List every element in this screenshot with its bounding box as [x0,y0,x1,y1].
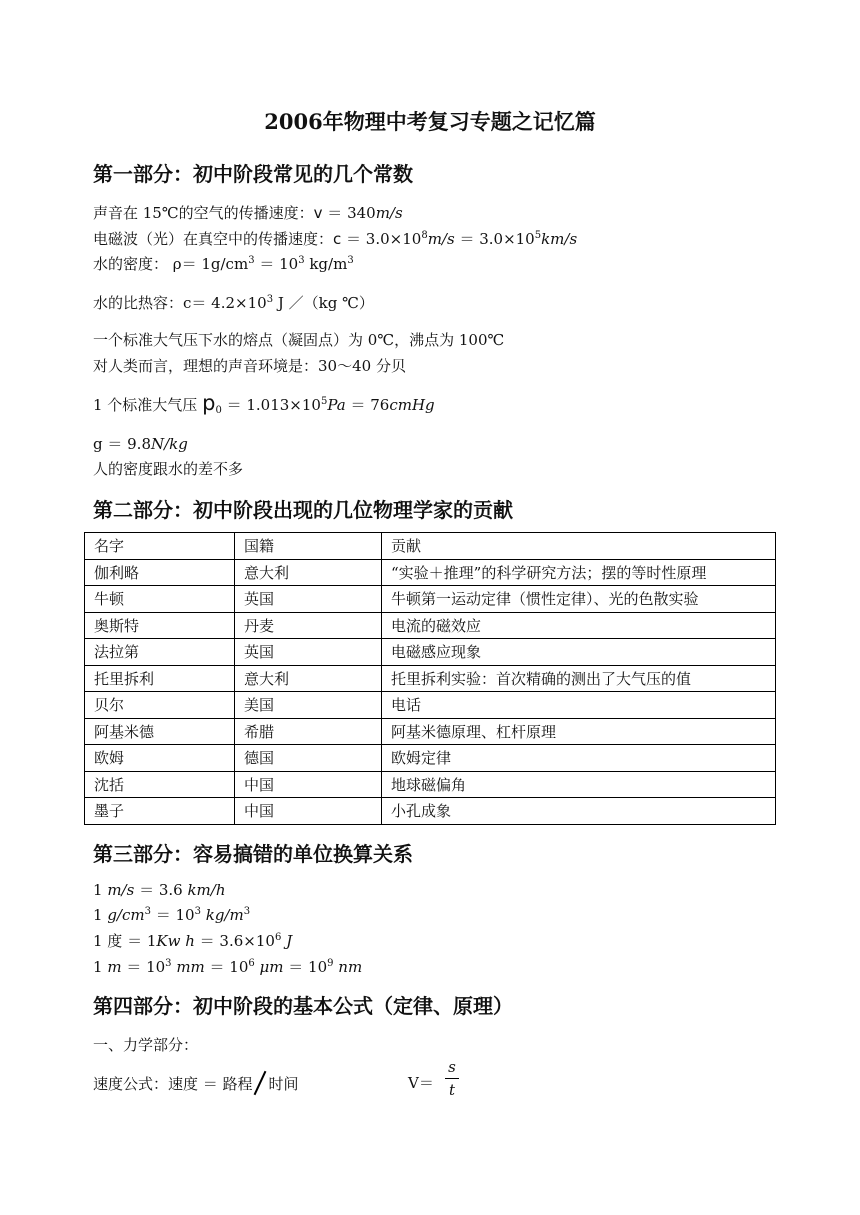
human-density-line: 人的密度跟水的差不多 [93,460,244,478]
melting-point-line: 一个标准大气压下水的熔点（凝固点）为 0℃，沸点为 100℃ [93,331,505,349]
physicist-table [84,532,776,825]
document-title: 2006年物理中考复习专题之记忆篇 [264,109,596,134]
physicist-name: 贝尔 [85,692,235,719]
physicist-nationality: 意大利 [235,559,382,586]
physicist-nationality: 英国 [235,639,382,666]
light-speed-line: 电磁波（光）在真空中的传播速度：$c = 3.0\times 10^8m/s = 3.0\times 10^5km/s$ [93,230,578,248]
header-contribution: 贡献 [382,533,776,560]
unit-conversion-energy: 1 度 ＝ 1Kw $h = 3.6\times 10^6$ J [93,932,293,950]
fraction-denominator: t [448,1081,456,1099]
physicist-name: 伽利略 [85,559,235,586]
table-row [85,745,776,772]
physicist-contribution: 托里拆利实验：首次精确的测出了大气压的值 [382,665,776,692]
part3-heading: 第三部分：容易搞错的单位换算关系 [93,842,413,866]
table-row [85,692,776,719]
table-row [85,771,776,798]
part4-heading: 第四部分：初中阶段的基本公式（定律、原理） [93,994,513,1018]
unit-conversion-length: 1 $m = 10^3$ mm ＝ $10^6$ $\mu m = 10^9$ nm [93,958,363,976]
physicist-contribution: 电磁感应现象 [382,639,776,666]
physicist-contribution: 欧姆定律 [382,745,776,772]
table-row [85,639,776,666]
table-row [85,586,776,613]
part2-heading: 第二部分：初中阶段出现的几位物理学家的贡献 [93,498,513,522]
atmospheric-pressure-line: 1 个标准大气压 $p_0 = 1.013\times 10^5Pa$ ＝ 76cmHg [93,391,435,416]
physicist-name: 托里拆利 [85,665,235,692]
speed-formula-line: 速度公式：速度 ＝ 路程 时间 [93,1070,299,1096]
table-row [85,798,776,825]
physicist-contribution: 小孔成象 [382,798,776,825]
table-row [85,718,776,745]
mechanics-subheading: 一、力学部分： [93,1036,199,1054]
physicist-contribution: 牛顿第一运动定律（惯性定律）、光的色散实验 [382,586,776,613]
physicist-contribution: 地球磁偏角 [382,771,776,798]
header-name: 名字 [85,533,235,560]
physicist-nationality: 美国 [235,692,382,719]
table-row [85,612,776,639]
physicist-contribution: 电流的磁效应 [382,612,776,639]
sound-environment-line: 对人类而言，理想的声音环境是：30～40 分贝 [93,357,406,375]
physicist-nationality: 意大利 [235,665,382,692]
header-nationality: 国籍 [235,533,382,560]
speed-fraction [445,1058,459,1099]
physicist-nationality: 德国 [235,745,382,772]
physicist-name: 欧姆 [85,745,235,772]
table-row [85,665,776,692]
gravity-line: g ＝ 9.8N/kg [93,435,188,453]
physicist-nationality: 中国 [235,771,382,798]
specific-heat-line: 水的比热容：$c= 4.2\times 10^3$ J ／（kg ℃） [93,294,374,312]
physicist-name: 法拉第 [85,639,235,666]
physicist-contribution: “实验＋推理”的科学研究方法；摆的等时性原理 [382,559,776,586]
physicist-name: 墨子 [85,798,235,825]
physicist-nationality: 丹麦 [235,612,382,639]
unit-conversion-speed: 1 m/s ＝ 3.6 km/h [93,881,226,899]
table-header-row [85,533,776,560]
physicist-name: 奥斯特 [85,612,235,639]
physicist-nationality: 中国 [235,798,382,825]
speed-formula-lhs: V＝ [408,1074,434,1092]
physicist-contribution: 阿基米德原理、杠杆原理 [382,718,776,745]
fraction-bar [445,1078,459,1079]
sound-speed-line: 声音在 15℃的空气的传播速度：v ＝ 340m/s [93,204,403,222]
physicist-nationality: 希腊 [235,718,382,745]
fraction-numerator: s [448,1058,456,1076]
slash-divider [253,1071,266,1095]
table-row [85,559,776,586]
part1-heading: 第一部分：初中阶段常见的几个常数 [93,162,413,186]
physicist-contribution: 电话 [382,692,776,719]
physicist-name: 牛顿 [85,586,235,613]
physicist-name: 沈括 [85,771,235,798]
physicist-name: 阿基米德 [85,718,235,745]
physicist-nationality: 英国 [235,586,382,613]
water-density-line: 水的密度： $\rho= 1g/cm^3 = 10^3$ $kg/m^3$ [93,255,354,273]
unit-conversion-density: 1 $g/cm^3 = 10^3$ $kg/m^3$ [93,906,251,924]
